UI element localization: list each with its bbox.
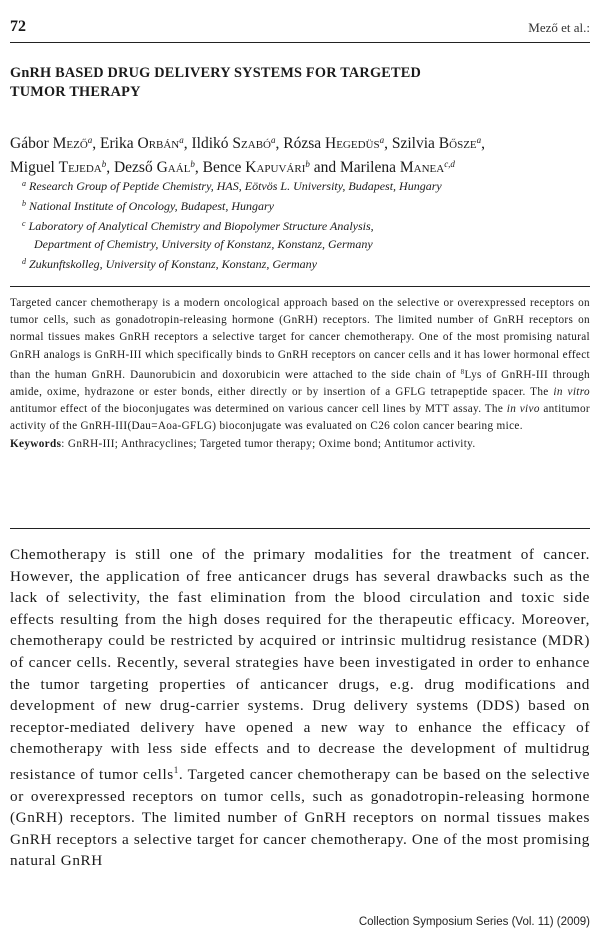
affiliation-b: $^b$ National Institute of Oncology, Budapest, Hungary — [22, 199, 274, 213]
affiliation-a: $^a$ Research Group of Peptide Chemistry, HAS, Eötvös L. University, Budapest, Hungary — [22, 179, 442, 193]
author: Marilena Manea$^{c,d}$ — [340, 159, 455, 176]
author: Rózsa Hegedüs$^a$, — [283, 135, 392, 152]
abstract-top-rule — [10, 286, 590, 287]
affiliation-c-cont: Department of Chemistry, University of Konstanz, Konstanz, Germany — [34, 237, 373, 251]
author: Erika Orbán$^a$, — [100, 135, 192, 152]
body-paragraph: Chemotherapy is still one of the primary modalities for the treatment of cancer. However, the application of free anticancer drugs has several drawbacks such as the lack of selectivity, the fast elimination from the blood circulation and toxic side effects resulting from the high doses required for the therapeutic efficacy. Moreover, chemotherapy could be restricted by acquired or intrinsic multidrug resistance (MDR) of cancer cells. Recently, several strategies have been investigated in order to enhance the tumor targeting properties of anticancer drugs, e.g. drug modifications and development of new drug-carrier systems. Drug delivery systems (DDS) based on receptor-mediated delivery have opened a new way to enhance the efficacy of chemotherapy with less side effects and to decrease the development of multidrug resistance of tumor cells$^1$. Targeted cancer chemotherapy can be based on the selective or overexpressed receptors on tumor cells, such as gonadotropin-releasing hormone (GnRH) receptors. The limited number of GnRH receptors on normal tissues makes GnRH receptors a selective target for cancer chemotherapy. One of the most promising natural GnRH — [10, 546, 590, 870]
affiliations — [22, 175, 582, 273]
page-footer: Collection Symposium Series (Vol. 11) (2009) — [358, 916, 590, 928]
running-head: Mező et al.: — [528, 20, 590, 35]
keywords: Keywords: GnRH-III; Anthracyclines; Targeted tumor therapy; Oxime bond; Antitumor activity. — [10, 437, 476, 450]
abstract-bottom-rule — [10, 528, 590, 529]
page-number: 72 — [10, 18, 26, 35]
author: Bence Kapuvári$^b$ and — [202, 159, 341, 176]
author: Ildikó Szabó$^a$, — [191, 135, 284, 152]
author: Gábor Mező$^a$, — [10, 135, 101, 152]
header-rule — [10, 42, 590, 43]
author-list — [10, 130, 595, 178]
page-header — [10, 18, 590, 40]
author: Szilvia Bősze$^a$, — [391, 135, 486, 152]
abstract — [10, 295, 590, 453]
article-title: GnRH BASED DRUG DELIVERY SYSTEMS FOR TARGETED TUMOR THERAPY — [10, 65, 422, 100]
abstract-text: Targeted cancer chemotherapy is a modern oncological approach based on the selective or overexpressed receptors on tumor cells, such as gonadotropin-releasing hormone (GnRH) receptors. The limited number of GnRH receptors on normal tissues makes GnRH receptors a selective target for cancer chemotherapy. One of the most promising natural GnRH analogs is GnRH-III which specifically binds to GnRH receptors on cancer cells and it has lower hormonal effect than the human GnRH. Daunorubicin and doxorubicin were attached to the side chain of $^8$Lys of GnRH-III through amide, oxime, hydrazone or ester bonds, either directly or by insertion of a GFLG tetrapeptide spacer. The in vitro antitumor effect of the bioconjugates was determined on various cancer cell lines by MTT assay. The in vivo antitumor activity of the GnRH-III(Dau=Aoa-GFLG) bioconjugate was evaluated on C26 colon cancer bearing mice. — [10, 297, 591, 433]
affiliation-d: $^d$ Zukunftskolleg, University of Konstanz, Konstanz, Germany — [22, 257, 317, 271]
author: Dezső Gaál$^b$, — [113, 159, 203, 176]
author: Miguel Tejeda$^b$, — [10, 159, 114, 176]
affiliation-c: $^c$ Laboratory of Analytical Chemistry and Biopolymer Structure Analysis, — [22, 219, 374, 233]
